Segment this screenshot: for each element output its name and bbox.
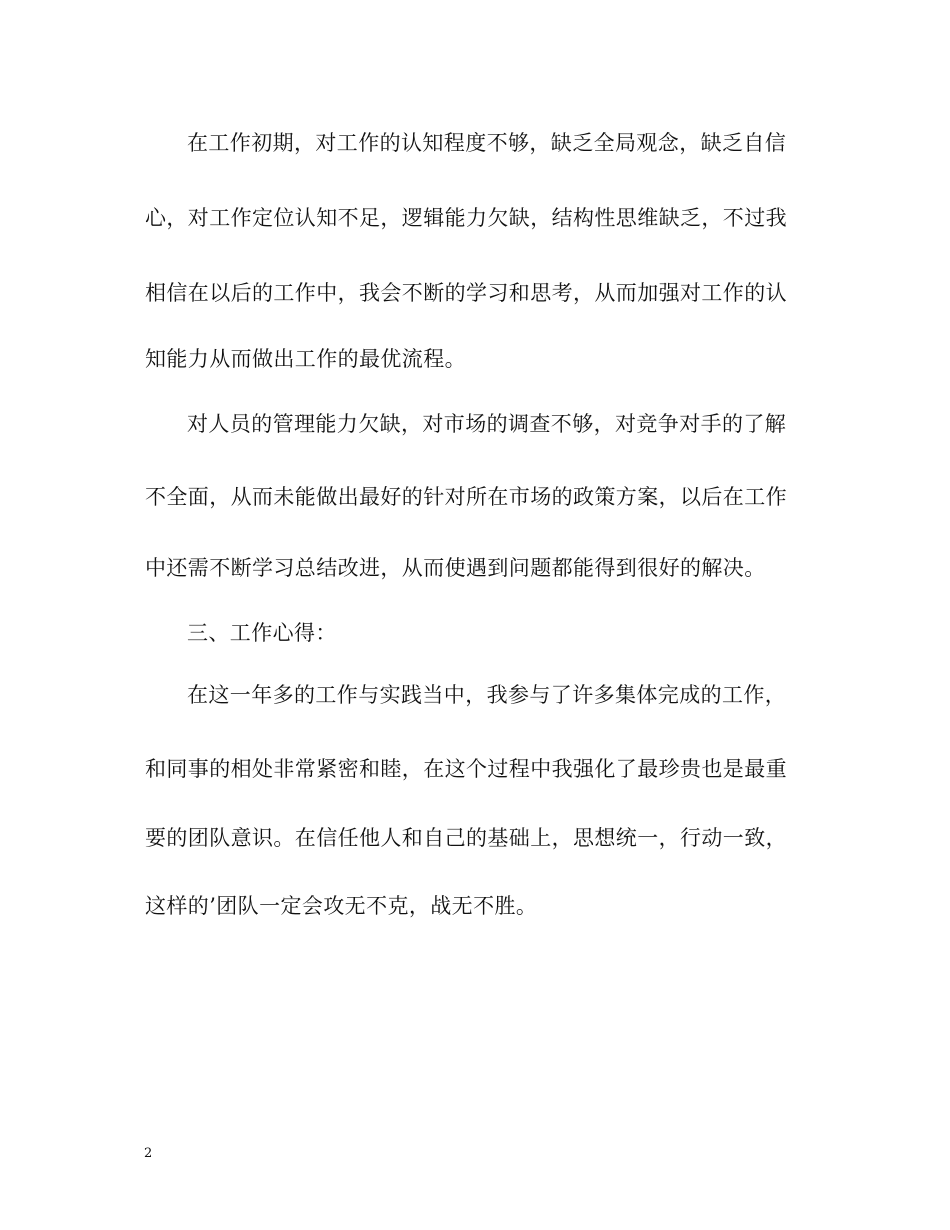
paragraph-2-line-3: 中还需不断学习总结改进，从而使遇到问题都能得到很好的解决。 bbox=[145, 556, 766, 580]
paragraph-2-line-1: 对人员的管理能力欠缺，对市场的调查不够，对竞争对手的了解 bbox=[187, 412, 787, 436]
paragraph-1-line-2: 心，对工作定位认知不足，逻辑能力欠缺，结构性思维缺乏，不过我 bbox=[145, 206, 787, 230]
paragraph-1-line-1: 在工作初期，对工作的认知程度不够，缺乏全局观念，缺乏自信 bbox=[187, 131, 787, 155]
page-number: 2 bbox=[144, 1146, 153, 1161]
paragraph-2-line-2: 不全面，从而未能做出最好的针对所在市场的政策方案，以后在工作 bbox=[145, 485, 787, 509]
section-heading: 三、工作心得： bbox=[187, 621, 337, 645]
paragraph-3-line-3: 要的团队意识。在信任他人和自己的基础上，思想统一，行动一致， bbox=[145, 826, 787, 850]
paragraph-1-line-3: 相信在以后的工作中，我会不断的学习和思考，从而加强对工作的认 bbox=[145, 281, 787, 305]
paragraph-1-line-4: 知能力从而做出工作的最优流程。 bbox=[145, 347, 466, 371]
paragraph-3-line-4: 这样的’团队一定会攻无不克，战无不胜。 bbox=[145, 894, 538, 918]
paragraph-3-line-2: 和同事的相处非常紧密和睦，在这个过程中我强化了最珍贵也是最重 bbox=[145, 757, 787, 781]
paragraph-3-line-1: 在这一年多的工作与实践当中，我参与了许多集体完成的工作， bbox=[187, 683, 787, 707]
